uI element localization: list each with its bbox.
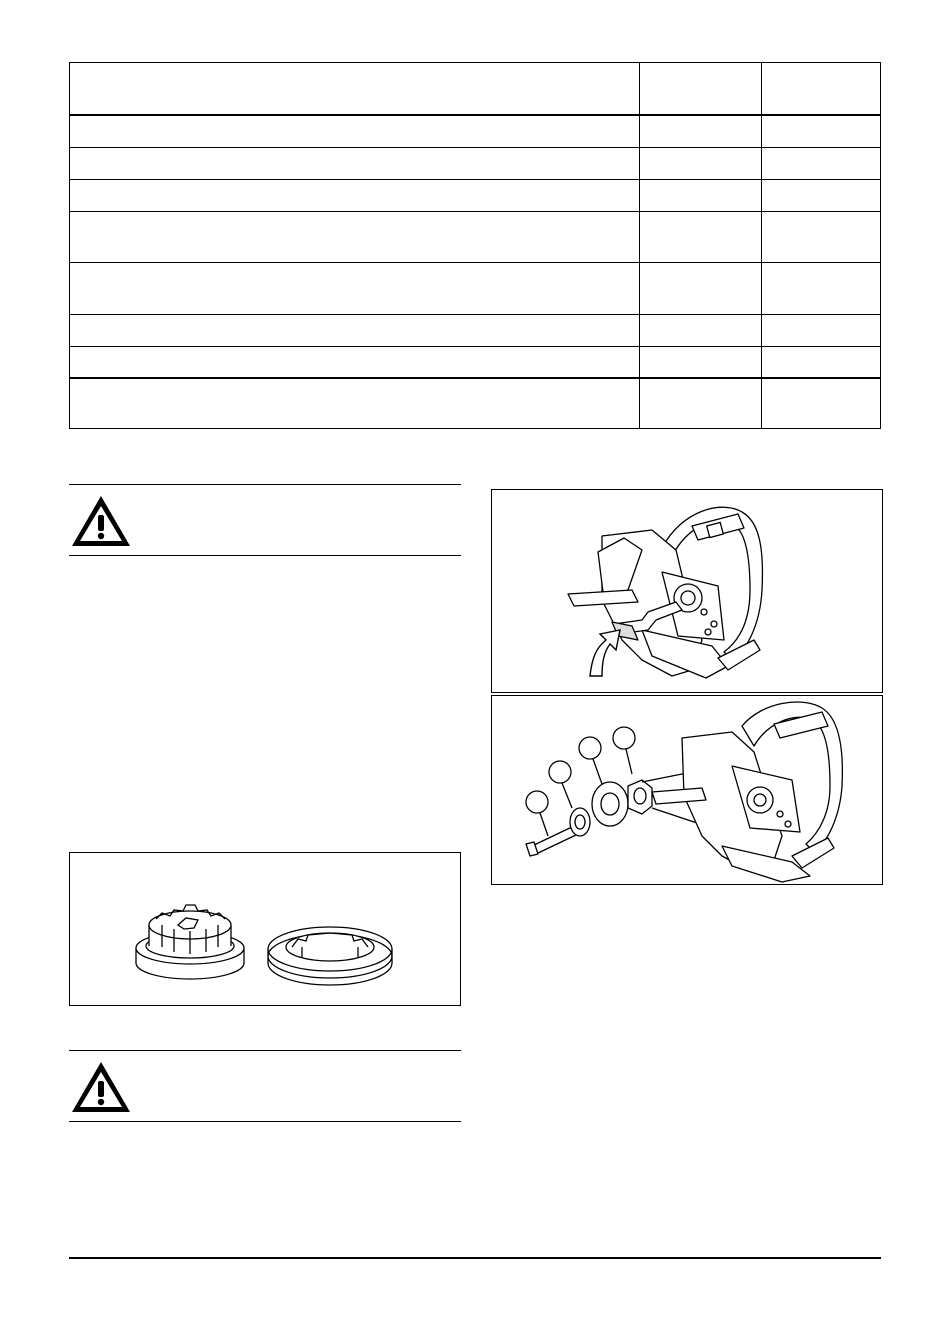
- callout-circle-4: [613, 727, 635, 749]
- table-row: [70, 211, 880, 212]
- table-row: [70, 262, 880, 263]
- table-row: [70, 346, 880, 347]
- warning-box: [69, 1050, 461, 1122]
- sprocket-illustration: [70, 853, 460, 1005]
- callout-circle-1: [526, 791, 548, 813]
- table-row: [70, 314, 880, 315]
- spec-table: [69, 62, 881, 429]
- table-column-divider: [761, 63, 762, 428]
- saw-illustration: [492, 490, 882, 692]
- callout-circle-3: [579, 737, 601, 759]
- footer-rule: [69, 1257, 881, 1259]
- table-row: [70, 147, 880, 148]
- table-header-row: [70, 63, 880, 116]
- callout-circle-2: [549, 761, 571, 783]
- curved-arrow-icon: [590, 630, 620, 676]
- saw-removal-figure: [491, 489, 883, 693]
- table-column-divider: [639, 63, 640, 428]
- table-row: [70, 179, 880, 180]
- sprocket-assembly-figure: [491, 695, 883, 885]
- warning-triangle-icon: [69, 1059, 133, 1115]
- warning-box: [69, 484, 461, 556]
- exploded-assembly-illustration: [492, 696, 882, 884]
- warning-triangle-icon: [69, 493, 133, 549]
- sprocket-figure: [69, 852, 461, 1006]
- table-row: [70, 377, 880, 379]
